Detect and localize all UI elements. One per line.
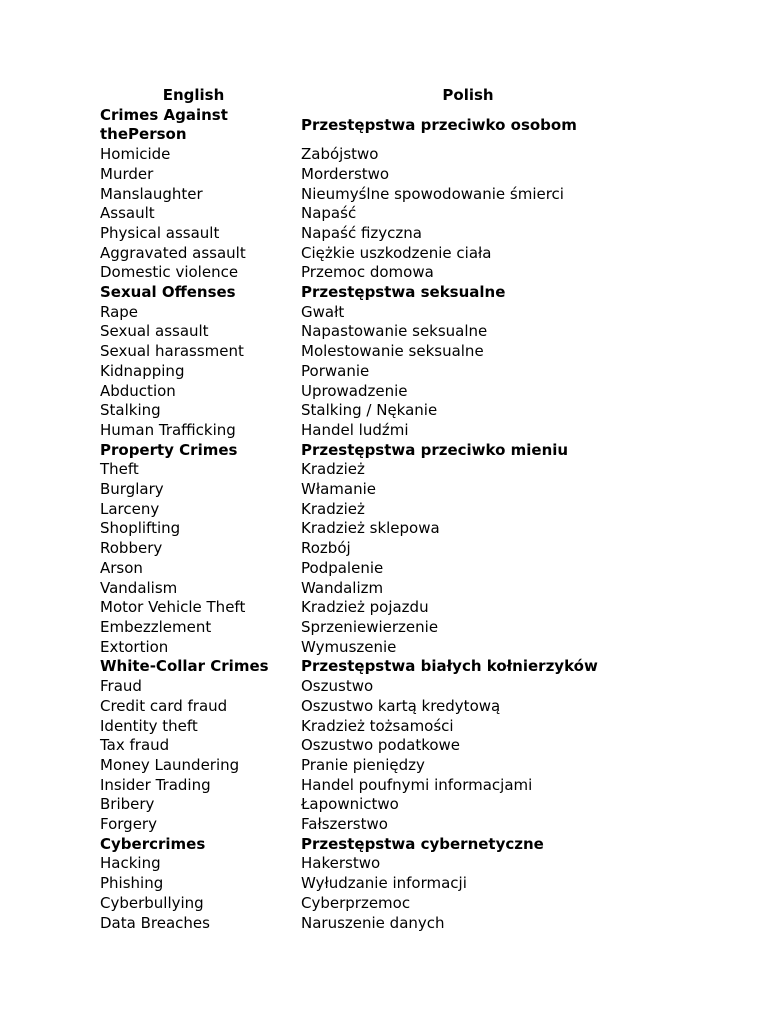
term-polish: Kradzież tożsamości — [301, 716, 454, 735]
term-polish: Handel poufnymi informacjami — [301, 775, 533, 794]
table-row — [100, 263, 660, 283]
term-polish: Włamanie — [301, 480, 376, 499]
term-polish: Wandalizm — [301, 578, 384, 597]
term-english: Hacking — [100, 854, 161, 873]
term-english: Murder — [100, 164, 154, 183]
term-english: Data Breaches — [100, 913, 210, 932]
category-english: Sexual Offenses — [100, 283, 236, 302]
category-row — [100, 283, 660, 303]
table-row — [100, 638, 660, 658]
term-polish: Kradzież sklepowa — [301, 519, 440, 538]
table-row — [100, 874, 660, 894]
category-english: Property Crimes — [100, 440, 238, 459]
glossary-table — [100, 86, 660, 933]
term-english: Aggravated assault — [100, 243, 246, 262]
term-english: Kidnapping — [100, 361, 185, 380]
table-row — [100, 776, 660, 796]
term-english: Burglary — [100, 480, 164, 499]
term-polish: Ciężkie uszkodzenie ciała — [301, 243, 492, 262]
term-polish: Uprowadzenie — [301, 381, 408, 400]
table-body — [100, 106, 660, 934]
term-english: Bribery — [100, 795, 155, 814]
table-row — [100, 677, 660, 697]
category-polish: Przestępstwa przeciwko mieniu — [301, 440, 569, 459]
term-polish: Naruszenie danych — [301, 913, 445, 932]
table-row — [100, 382, 660, 402]
term-english: Theft — [100, 460, 139, 479]
term-polish: Sprzeniewierzenie — [301, 617, 439, 636]
term-english: Homicide — [100, 145, 171, 164]
table-row — [100, 185, 660, 205]
table-row — [100, 815, 660, 835]
term-english: Rape — [100, 302, 139, 321]
term-polish: Napaść — [301, 204, 357, 223]
term-polish: Nieumyślne spowodowanie śmierci — [301, 184, 564, 203]
category-polish: Przestępstwa cybernetyczne — [301, 834, 544, 853]
table-row — [100, 421, 660, 441]
term-polish: Cyberprzemoc — [301, 893, 411, 912]
term-polish: Napaść fizyczna — [301, 223, 422, 242]
term-polish: Kradzież — [301, 499, 365, 518]
term-english: Larceny — [100, 499, 160, 518]
term-polish: Porwanie — [301, 361, 370, 380]
term-english: Assault — [100, 204, 155, 223]
term-english: Phishing — [100, 874, 164, 893]
term-polish: Fałszerstwo — [301, 815, 388, 834]
table-row — [100, 303, 660, 323]
category-row — [100, 657, 660, 677]
table-row — [100, 460, 660, 480]
term-english: Robbery — [100, 539, 163, 558]
term-english: Shoplifting — [100, 519, 181, 538]
term-polish: Hakerstwo — [301, 854, 381, 873]
category-polish: Przestępstwa przeciwko osobom — [301, 115, 577, 134]
category-english — [100, 106, 301, 145]
table-row — [100, 519, 660, 539]
term-english: Vandalism — [100, 578, 178, 597]
table-row — [100, 854, 660, 874]
term-english: Domestic violence — [100, 263, 239, 282]
category-english-text: Crimes Against thePerson — [100, 105, 228, 144]
term-polish: Zabójstwo — [301, 145, 379, 164]
term-english: Sexual harassment — [100, 342, 244, 361]
category-polish: Przestępstwa seksualne — [301, 283, 506, 302]
column-header-polish: Polish — [442, 86, 494, 104]
table-header-row — [100, 86, 660, 106]
term-english: Money Laundering — [100, 755, 240, 774]
category-polish: Przestępstwa białych kołnierzyków — [301, 657, 598, 676]
table-row — [100, 480, 660, 500]
term-polish: Handel ludźmi — [301, 420, 409, 439]
term-english: Embezzlement — [100, 617, 212, 636]
term-english: Motor Vehicle Theft — [100, 598, 246, 617]
term-english: Arson — [100, 558, 143, 577]
term-english: Stalking — [100, 401, 161, 420]
term-polish: Wyłudzanie informacji — [301, 874, 467, 893]
category-row — [100, 106, 660, 145]
category-row — [100, 441, 660, 461]
term-english: Human Trafficking — [100, 420, 236, 439]
term-english: Forgery — [100, 815, 157, 834]
table-row — [100, 362, 660, 382]
table-row — [100, 579, 660, 599]
category-english: Cybercrimes — [100, 834, 206, 853]
term-polish: Oszustwo podatkowe — [301, 736, 461, 755]
column-header-english: English — [162, 86, 225, 104]
table-row — [100, 500, 660, 520]
table-row — [100, 401, 660, 421]
table-row — [100, 224, 660, 244]
term-polish: Kradzież — [301, 460, 365, 479]
table-row — [100, 598, 660, 618]
term-polish: Wymuszenie — [301, 637, 397, 656]
term-polish: Oszustwo kartą kredytową — [301, 696, 501, 715]
table-row — [100, 756, 660, 776]
table-row — [100, 914, 660, 934]
term-polish: Gwałt — [301, 302, 345, 321]
table-row — [100, 697, 660, 717]
term-english: Insider Trading — [100, 775, 211, 794]
table-row — [100, 717, 660, 737]
term-polish: Stalking / Nękanie — [301, 401, 438, 420]
table-row — [100, 539, 660, 559]
category-row — [100, 835, 660, 855]
category-english: White-Collar Crimes — [100, 657, 269, 676]
term-polish: Molestowanie seksualne — [301, 342, 484, 361]
term-english: Credit card fraud — [100, 696, 228, 715]
table-row — [100, 342, 660, 362]
table-row — [100, 894, 660, 914]
term-english: Fraud — [100, 677, 142, 696]
term-english: Extortion — [100, 637, 169, 656]
term-polish: Morderstwo — [301, 164, 390, 183]
term-english: Sexual assault — [100, 322, 209, 341]
term-english: Manslaughter — [100, 184, 203, 203]
term-english: Tax fraud — [100, 736, 170, 755]
term-polish: Napastowanie seksualne — [301, 322, 488, 341]
term-polish: Oszustwo — [301, 677, 374, 696]
table-row — [100, 618, 660, 638]
term-polish: Przemoc domowa — [301, 263, 434, 282]
term-english: Cyberbullying — [100, 893, 204, 912]
term-english: Abduction — [100, 381, 176, 400]
term-polish: Kradzież pojazdu — [301, 598, 429, 617]
table-row — [100, 165, 660, 185]
table-row — [100, 244, 660, 264]
table-row — [100, 145, 660, 165]
term-polish: Podpalenie — [301, 558, 384, 577]
term-english: Physical assault — [100, 223, 220, 242]
table-row — [100, 322, 660, 342]
table-row — [100, 736, 660, 756]
term-polish: Rozbój — [301, 539, 351, 558]
term-polish: Łapownictwo — [301, 795, 399, 814]
table-row — [100, 795, 660, 815]
table-row — [100, 204, 660, 224]
table-row — [100, 559, 660, 579]
term-polish: Pranie pieniędzy — [301, 755, 425, 774]
term-english: Identity theft — [100, 716, 198, 735]
